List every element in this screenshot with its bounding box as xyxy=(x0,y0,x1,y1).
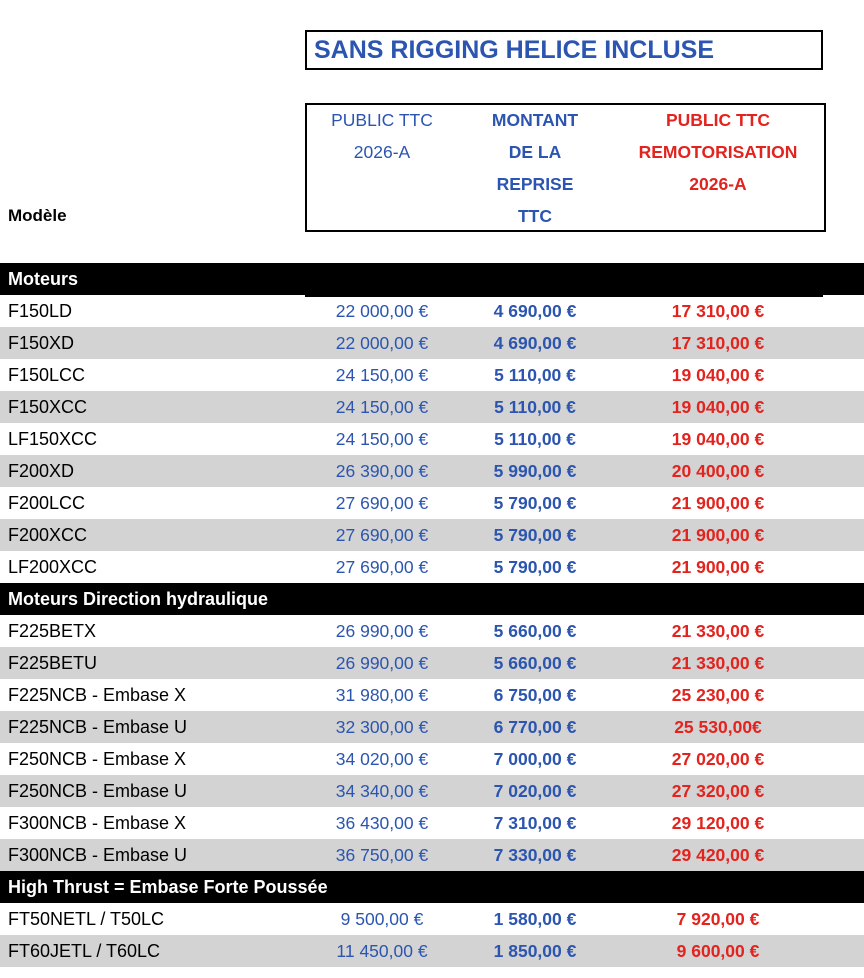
public-price-cell: 26 990,00 € xyxy=(335,621,429,641)
reprise-amount-cell: 5 660,00 € xyxy=(493,653,577,673)
reprise-amount-cell: 7 310,00 € xyxy=(493,813,577,833)
header-remotorisation xyxy=(611,104,825,200)
reprise-amount-cell: 7 020,00 € xyxy=(493,781,577,801)
public-price-cell: 27 690,00 € xyxy=(335,493,429,513)
remotorisation-price-cell: 25 230,00 € xyxy=(671,685,765,705)
header-reprise-line: MONTANT xyxy=(491,110,579,130)
table-row xyxy=(0,423,864,455)
reprise-amount-cell: 5 660,00 € xyxy=(493,621,577,641)
model-cell: F225BETX xyxy=(8,621,97,641)
price-table xyxy=(0,263,864,967)
model-cell: F300NCB - Embase U xyxy=(8,845,188,865)
model-column-header: Modèle xyxy=(8,206,67,225)
table-row xyxy=(0,711,864,743)
remotorisation-price-cell: 29 420,00 € xyxy=(671,845,765,865)
table-row xyxy=(0,903,864,935)
model-cell: F300NCB - Embase X xyxy=(8,813,187,833)
header-montant-reprise xyxy=(459,104,611,232)
public-price-cell: 34 020,00 € xyxy=(335,749,429,769)
model-cell: F150LCC xyxy=(8,365,86,385)
table-row xyxy=(0,391,864,423)
model-cell: F150XD xyxy=(8,333,75,353)
header-remot-line: REMOTORISATION xyxy=(638,142,798,162)
page-title: SANS RIGGING HELICE INCLUSE xyxy=(305,30,823,70)
header-remot-line: PUBLIC TTC xyxy=(665,110,771,130)
remotorisation-price-cell: 7 920,00 € xyxy=(676,909,760,929)
model-cell: F200XD xyxy=(8,461,75,481)
remotorisation-price-cell: 17 310,00 € xyxy=(671,301,765,321)
remotorisation-price-cell: 27 020,00 € xyxy=(671,749,765,769)
model-cell: F225NCB - Embase U xyxy=(8,717,188,737)
model-cell: F250NCB - Embase U xyxy=(8,781,188,801)
reprise-amount-cell: 5 110,00 € xyxy=(494,429,576,449)
table-row xyxy=(0,615,864,647)
reprise-amount-cell: 7 000,00 € xyxy=(493,749,577,769)
reprise-amount-cell: 5 790,00 € xyxy=(493,525,577,545)
remotorisation-price-cell: 27 320,00 € xyxy=(671,781,765,801)
reprise-amount-cell: 4 690,00 € xyxy=(493,301,577,321)
public-price-cell: 31 980,00 € xyxy=(335,685,429,705)
remotorisation-price-cell: 25 530,00€ xyxy=(674,717,762,737)
header-reprise-line: REPRISE xyxy=(496,174,574,194)
table-row xyxy=(0,455,864,487)
model-cell: F250NCB - Embase X xyxy=(8,749,187,769)
model-cell: F150XCC xyxy=(8,397,88,417)
public-price-cell: 27 690,00 € xyxy=(335,525,429,545)
public-price-cell: 22 000,00 € xyxy=(335,301,429,321)
table-row xyxy=(0,679,864,711)
table-row xyxy=(0,743,864,775)
public-price-cell: 11 450,00 € xyxy=(336,941,428,961)
table-row xyxy=(0,359,864,391)
remotorisation-price-cell: 20 400,00 € xyxy=(671,461,765,481)
header-remot-line: 2026-A xyxy=(689,174,747,194)
table-row xyxy=(0,487,864,519)
remotorisation-price-cell: 19 040,00 € xyxy=(671,397,765,417)
reprise-amount-cell: 5 990,00 € xyxy=(493,461,577,481)
public-price-cell: 24 150,00 € xyxy=(335,397,429,417)
public-price-cell: 34 340,00 € xyxy=(335,781,429,801)
remotorisation-price-cell: 21 330,00 € xyxy=(671,621,765,641)
public-price-cell: 22 000,00 € xyxy=(335,333,429,353)
model-cell: LF200XCC xyxy=(8,557,98,577)
reprise-amount-cell: 5 790,00 € xyxy=(493,557,577,577)
public-price-cell: 36 430,00 € xyxy=(335,813,429,833)
reprise-amount-cell: 5 790,00 € xyxy=(493,493,577,513)
model-cell: FT60JETL / T60LC xyxy=(8,941,161,961)
remotorisation-price-cell: 21 900,00 € xyxy=(671,557,765,577)
public-price-cell: 24 150,00 € xyxy=(335,365,429,385)
public-price-cell: 9 500,00 € xyxy=(340,909,424,929)
remotorisation-price-cell: 9 600,00 € xyxy=(676,941,760,961)
table-row xyxy=(0,935,864,967)
model-cell: F200XCC xyxy=(8,525,88,545)
model-cell: F225NCB - Embase X xyxy=(8,685,187,705)
model-cell: FT50NETL / T50LC xyxy=(8,909,165,929)
public-price-cell: 26 390,00 € xyxy=(335,461,429,481)
remotorisation-price-cell: 19 040,00 € xyxy=(671,365,765,385)
remotorisation-price-cell: 21 900,00 € xyxy=(671,525,765,545)
public-price-cell: 32 300,00 € xyxy=(335,717,429,737)
reprise-amount-cell: 6 770,00 € xyxy=(493,717,577,737)
section-title: Moteurs Direction hydraulique xyxy=(8,589,269,609)
table-row xyxy=(0,327,864,359)
table-row xyxy=(0,775,864,807)
table-row xyxy=(0,519,864,551)
remotorisation-price-cell: 29 120,00 € xyxy=(671,813,765,833)
reprise-amount-cell: 5 110,00 € xyxy=(494,397,576,417)
section-header xyxy=(0,871,864,903)
header-public-line: PUBLIC TTC xyxy=(331,110,433,130)
public-price-cell: 36 750,00 € xyxy=(335,845,429,865)
remotorisation-price-cell: 21 330,00 € xyxy=(671,653,765,673)
table-row xyxy=(0,807,864,839)
remotorisation-price-cell: 19 040,00 € xyxy=(671,429,765,449)
model-cell: F225BETU xyxy=(8,653,98,673)
model-cell: LF150XCC xyxy=(8,429,98,449)
section-header xyxy=(0,583,864,615)
reprise-amount-cell: 5 110,00 € xyxy=(494,365,576,385)
model-cell: F150LD xyxy=(8,301,73,321)
section-header xyxy=(0,263,864,295)
header-reprise-line: DE LA xyxy=(508,142,562,162)
header-reprise-line: TTC xyxy=(517,206,553,226)
section-title: High Thrust = Embase Forte Poussée xyxy=(8,877,328,897)
model-cell: F200LCC xyxy=(8,493,86,513)
reprise-amount-cell: 4 690,00 € xyxy=(493,333,577,353)
reprise-amount-cell: 1 580,00 € xyxy=(493,909,577,929)
table-row xyxy=(0,647,864,679)
public-price-cell: 27 690,00 € xyxy=(335,557,429,577)
table-row xyxy=(0,551,864,583)
public-price-cell: 24 150,00 € xyxy=(335,429,429,449)
header-public-line: 2026-A xyxy=(353,142,411,162)
table-row xyxy=(0,295,864,327)
public-price-cell: 26 990,00 € xyxy=(335,653,429,673)
table-row xyxy=(0,839,864,871)
reprise-amount-cell: 6 750,00 € xyxy=(493,685,577,705)
reprise-amount-cell: 1 850,00 € xyxy=(493,941,577,961)
remotorisation-price-cell: 21 900,00 € xyxy=(671,493,765,513)
section-title: Moteurs xyxy=(8,269,79,289)
remotorisation-price-cell: 17 310,00 € xyxy=(671,333,765,353)
reprise-amount-cell: 7 330,00 € xyxy=(493,845,577,865)
header-public-ttc xyxy=(305,104,459,168)
